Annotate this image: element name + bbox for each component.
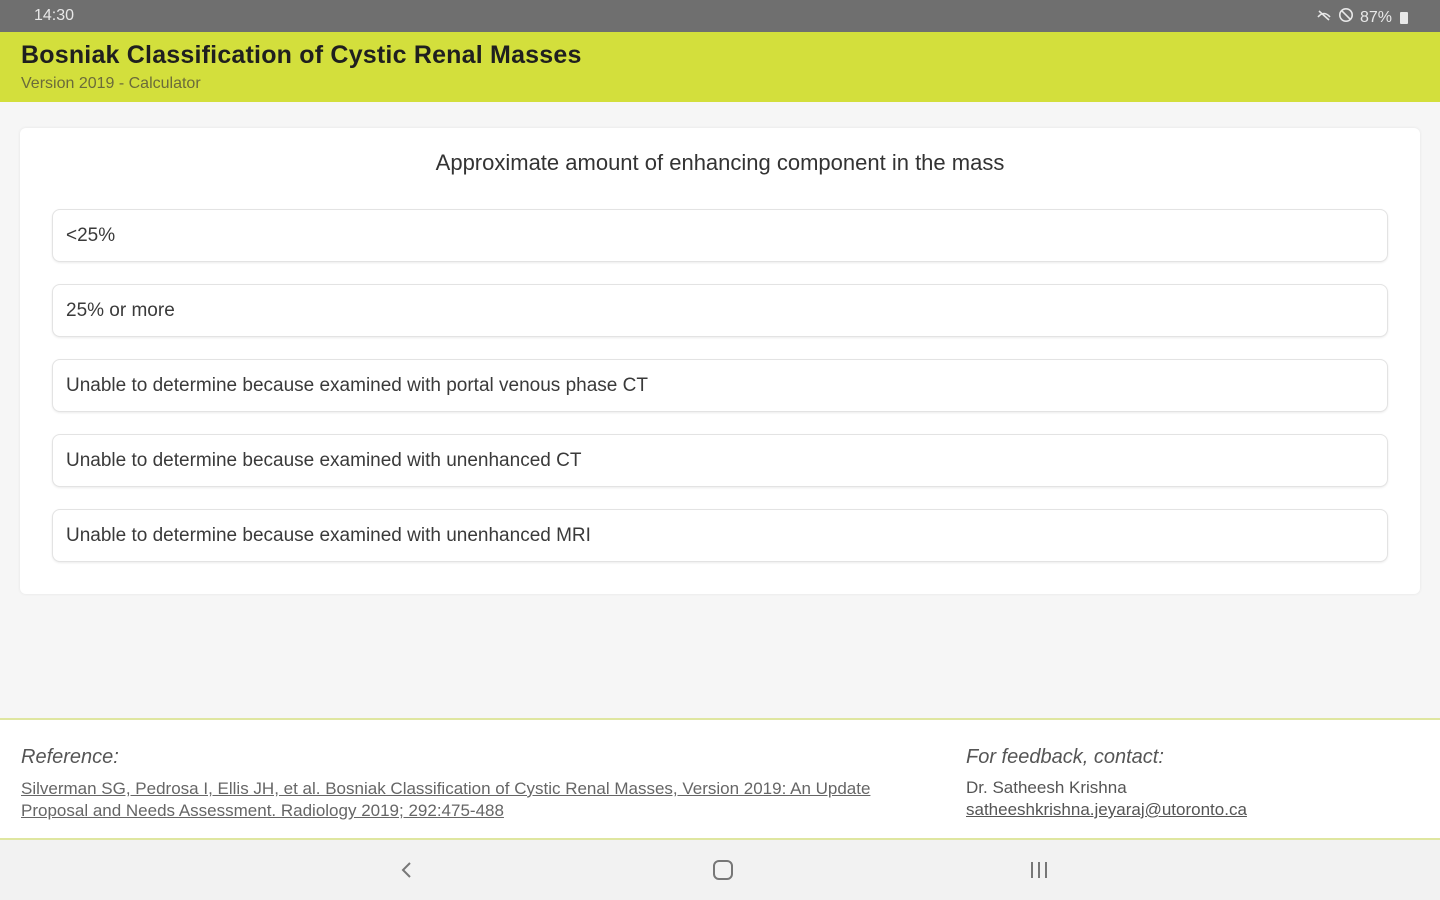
battery-level: 87%	[1359, 8, 1392, 26]
app-title: Bosniak Classification of Cystic Renal Masses	[21, 41, 582, 69]
option-label: Unable to determine because examined with unenhanced CT	[66, 450, 582, 471]
reference-label: Reference:	[21, 746, 119, 768]
navigation-bar	[0, 840, 1440, 900]
option-label: Unable to determine because examined with portal venous phase CT	[66, 375, 648, 396]
status-time: 14:30	[34, 7, 75, 24]
recent-apps-icon[interactable]	[1024, 856, 1054, 884]
app-subtitle: Version 2019 - Calculator	[21, 75, 201, 92]
option-less-than-25[interactable]	[52, 209, 1388, 262]
reference-link[interactable]: Silverman SG, Pedrosa I, Ellis JH, et al. Bosniak Classification of Cystic Renal Masses, Version 2019: An Update Proposal and Needs Assessment. Radiology 2019; 292:475-488	[21, 779, 871, 820]
status-icons	[1316, 7, 1408, 28]
feedback-label: For feedback, contact:	[966, 746, 1164, 768]
do-not-disturb-icon	[1338, 7, 1354, 28]
option-25-or-more[interactable]	[52, 284, 1388, 337]
back-icon[interactable]	[392, 856, 422, 884]
option-unenhanced-ct[interactable]	[52, 434, 1388, 487]
mute-icon	[1316, 8, 1332, 27]
feedback-email-link[interactable]: satheeshkrishna.jeyaraj@utoronto.ca	[966, 800, 1247, 819]
home-icon[interactable]	[708, 856, 738, 884]
feedback-name: Dr. Satheesh Krishna	[966, 778, 1127, 797]
option-label: 25% or more	[66, 300, 175, 321]
footer	[0, 718, 1440, 840]
app-header	[0, 32, 1440, 102]
option-label: Unable to determine because examined with unenhanced MRI	[66, 525, 591, 546]
status-bar	[0, 0, 1440, 32]
option-label: <25%	[66, 225, 116, 246]
option-portal-venous-ct[interactable]	[52, 359, 1388, 412]
question-text: Approximate amount of enhancing component in the mass	[435, 150, 1005, 175]
battery-icon	[1400, 12, 1408, 24]
option-unenhanced-mri[interactable]	[52, 509, 1388, 562]
